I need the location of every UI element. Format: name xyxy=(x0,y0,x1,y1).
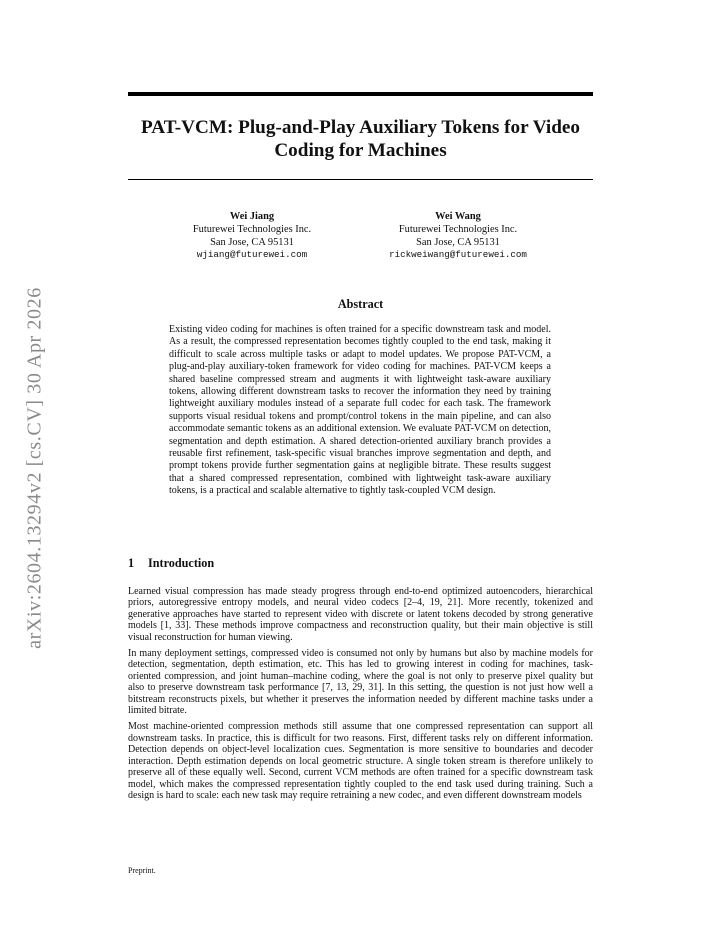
arxiv-identifier-text: arXiv:2604.13294v2 [cs.CV] 30 Apr 2026 xyxy=(23,287,46,649)
title-top-rule xyxy=(128,92,593,96)
author-name: Wei Jiang xyxy=(229,211,275,222)
arxiv-identifier xyxy=(22,258,48,678)
section-title: Introduction xyxy=(148,556,215,570)
section-heading xyxy=(128,556,214,571)
author-email[interactable]: wjiang@futurewei.com xyxy=(196,249,308,261)
preprint-footer: Preprint. xyxy=(128,866,156,875)
section-number: 1 xyxy=(128,556,135,570)
author-block xyxy=(152,211,352,262)
author-email[interactable]: rickweiwang@futurewei.com xyxy=(389,249,527,261)
author-affiliation: Futurewei Technologies Inc. xyxy=(192,223,312,235)
section-body xyxy=(128,586,593,806)
body-paragraph: Most machine-oriented compression methods still assume that one compressed representation can support all downstream tasks. In practice, this is difficult for two reasons. First, different tasks rely on different information. Detection depends on object-level localization cues. Segmentation is more sensitive to boundaries and decoder interaction. Depth estimation depends on local geometric structure. A single token stream is therefore unlikely to preserve all of these equally well. Second, current VCM methods are often trained for a specific downstream task model, which makes the compressed representation tightly coupled to the end task used during training. Such a design is hard to scale: each new task may require retraining a new codec, and even different downstream models xyxy=(128,721,593,801)
paper-title: PAT-VCM: Plug-and-Play Auxiliary Tokens for Video Coding for Machines xyxy=(140,117,581,161)
author-location: San Jose, CA 95131 xyxy=(416,236,500,248)
author-name: Wei Wang xyxy=(435,211,481,222)
abstract-text: Existing video coding for machines is often trained for a specific downstream task and model. As a result, the compressed representation becomes tightly coupled to the end task, making it difficult to scale across multiple tasks or adapt to model updates. We propose PAT-VCM, a plug-and-play auxiliary-token framework for video coding for machines. PAT-VCM keeps a shared baseline compressed stream and augments it with lightweight task-aware auxiliary tokens, allowing different downstream tasks to recover the information they need by training lightweight auxiliary modules instead of a separate full codec for each task. The framework supports visual residual tokens and prompt/control tokens in the main pipeline, and can also accommodate semantic tokens as an additional extension. We evaluate PAT-VCM on detection, segmentation and depth estimation. A shared detection-oriented auxiliary branch provides a reusable first refinement, task-specific visual branches improve segmentation and depth, and prompt tokens provide further segmentation gains at negligible bitrate. These results suggest that a shared compressed representation, combined with lightweight task-aware auxiliary tokens, is a practical and scalable alternative to tightly task-coupled VCM design. xyxy=(169,324,551,497)
body-paragraph: In many deployment settings, compressed video is consumed not only by humans but also by machine models for detection, segmentation, depth estimation, etc. This has led to growing interest in coding for machines, task-oriented compression, and joint human–machine coding, where the goal is not only to preserve pixel quality but also to preserve downstream task performance [7, 13, 29, 31]. In this setting, the question is not just how well a bitstream reconstructs pixels, but whether it preserves the information needed by different machine tasks under a limited bitrate. xyxy=(128,648,593,717)
abstract-heading: Abstract xyxy=(337,297,384,311)
author-location: San Jose, CA 95131 xyxy=(210,236,294,248)
title-bottom-rule xyxy=(128,179,593,180)
author-affiliation: Futurewei Technologies Inc. xyxy=(398,223,518,235)
author-block xyxy=(358,211,558,262)
body-paragraph: Learned visual compression has made steady progress through end-to-end optimized autoencoders, hierarchical priors, autoregressive entropy models, and neural video codecs [2–4, 19, 21]. More recently, tokenized and generative approaches have started to represent video with discrete or latent tokens decoded by strong generative models [1, 33]. These methods improve compactness and reconstruction quality, but their main objective is still visual reconstruction for human viewing. xyxy=(128,586,593,643)
